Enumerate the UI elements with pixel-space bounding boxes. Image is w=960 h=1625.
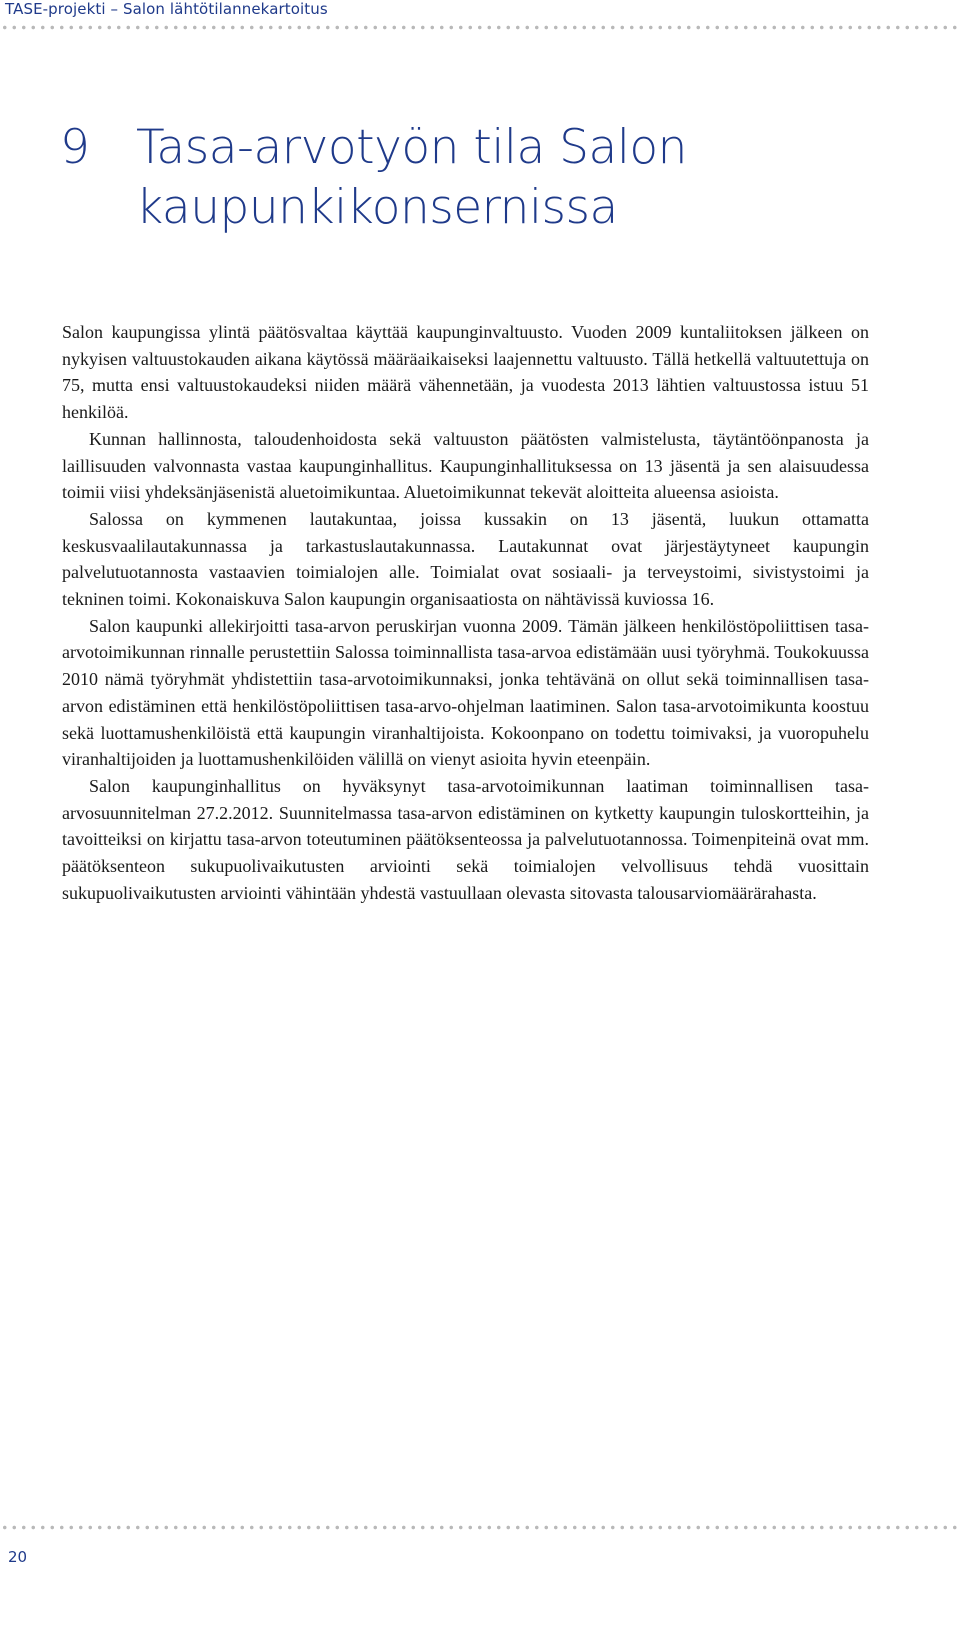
- chapter-title: Tasa-arvotyön tila Salon kaupunkikonsernissa: [136, 120, 687, 235]
- header-dotted-rule: [0, 25, 960, 30]
- paragraph-4: Salon kaupunki allekirjoitti tasa-arvon peruskirjan vuonna 2009. Tämän jälkeen henkilöstöpoliittisen tasa-arvotoimikunnan rinnalle perustettiin Salossa toiminnallista tasa-arvoa edistämään uusi työryhmä. Toukokuussa 2010 nämä työryhmät yhdistettiin tasa-arvotoimikunnaksi, jonka tehtävänä on ollut sekä toiminnallisen tasa-arvon edistäminen että henkilöstöpoliittisen tasa-arvo-ohjelman laatiminen. Salon tasa-arvotoimikunta koostuu sekä luottamushenkilöistä että kaupungin viranhaltijoista. Kokoonpano on todettu toimivaksi, ja vuoropuhelu viranhaltijoiden ja luottamushenkilöiden välillä on vienyt asioita hyvin eteenpäin.: [62, 615, 869, 770]
- chapter-number: 9: [60, 120, 90, 175]
- footer-dotted-rule: [0, 1525, 960, 1530]
- paragraph-1: Salon kaupungissa ylintä päätösvaltaa käyttää kaupunginvaltuusto. Vuoden 2009 kuntaliitoksen jälkeen on nykyisen valtuustokauden aikana käytössä määräaikaiseksi laajennettu valtuusto. Tällä hetkellä valtuutettuja on 75, mutta ensi valtuustokaudeksi niiden määrä vähennetään, ja vuodesta 2013 lähtien valtuustossa istuu 51 henkilöä.: [62, 322, 869, 423]
- paragraph-3: Salossa on kymmenen lautakuntaa, joissa kussakin on 13 jäsentä, luukun ottamatta keskusvaalilautakunnassa ja tarkastuslautakunnassa. Lautakunnat ovat järjestäytyneet kaupungin palvelutuotannosta vastaavien toimialojen alle. Toimialat ovat sosiaali- ja terveystoimi, sivistystoimi ja tekninen toimi. Kokonaiskuva Salon kaupungin organisaatiosta on nähtävissä kuviossa 16.: [62, 508, 869, 610]
- body-text: [62, 319, 869, 906]
- paragraph-5: Salon kaupunginhallitus on hyväksynyt tasa-arvotoimikunnan laatiman toiminnallisen tasa-arvosuunnitelman 27.2.2012. Suunnitelmassa tasa-arvon edistäminen on kytketty kaupungin tuloskortteihin, ja tavoitteiksi on kirjattu tasa-arvon toteutuminen päätöksenteossa ja palvelutuotannossa. Toimenpiteinä ovat mm. päätöksenteon sukupuolivaikutusten arviointi sekä toimialojen velvollisuus tehdä vuosittain sukupuolivaikutusten arviointi vähintään yhdestä vastuullaan olevasta sitovasta talousarviomäärärahasta.: [62, 775, 869, 903]
- running-header: TASE-projekti – Salon lähtötilannekartoitus: [5, 0, 328, 18]
- paragraph-2: Kunnan hallinnosta, taloudenhoidosta sekä valtuuston päätösten valmistelusta, täytäntöönpanosta ja laillisuuden valvonnasta vastaa kaupunginhallitus. Kaupunginhallituksessa on 13 jäsentä ja sen alaisuudessa toimii viisi yhdeksänjäsenistä aluetoimikuntaa. Aluetoimikunnat tekevät aloitteita alueensa asioista.: [62, 428, 869, 503]
- page-number: 20: [8, 1548, 28, 1566]
